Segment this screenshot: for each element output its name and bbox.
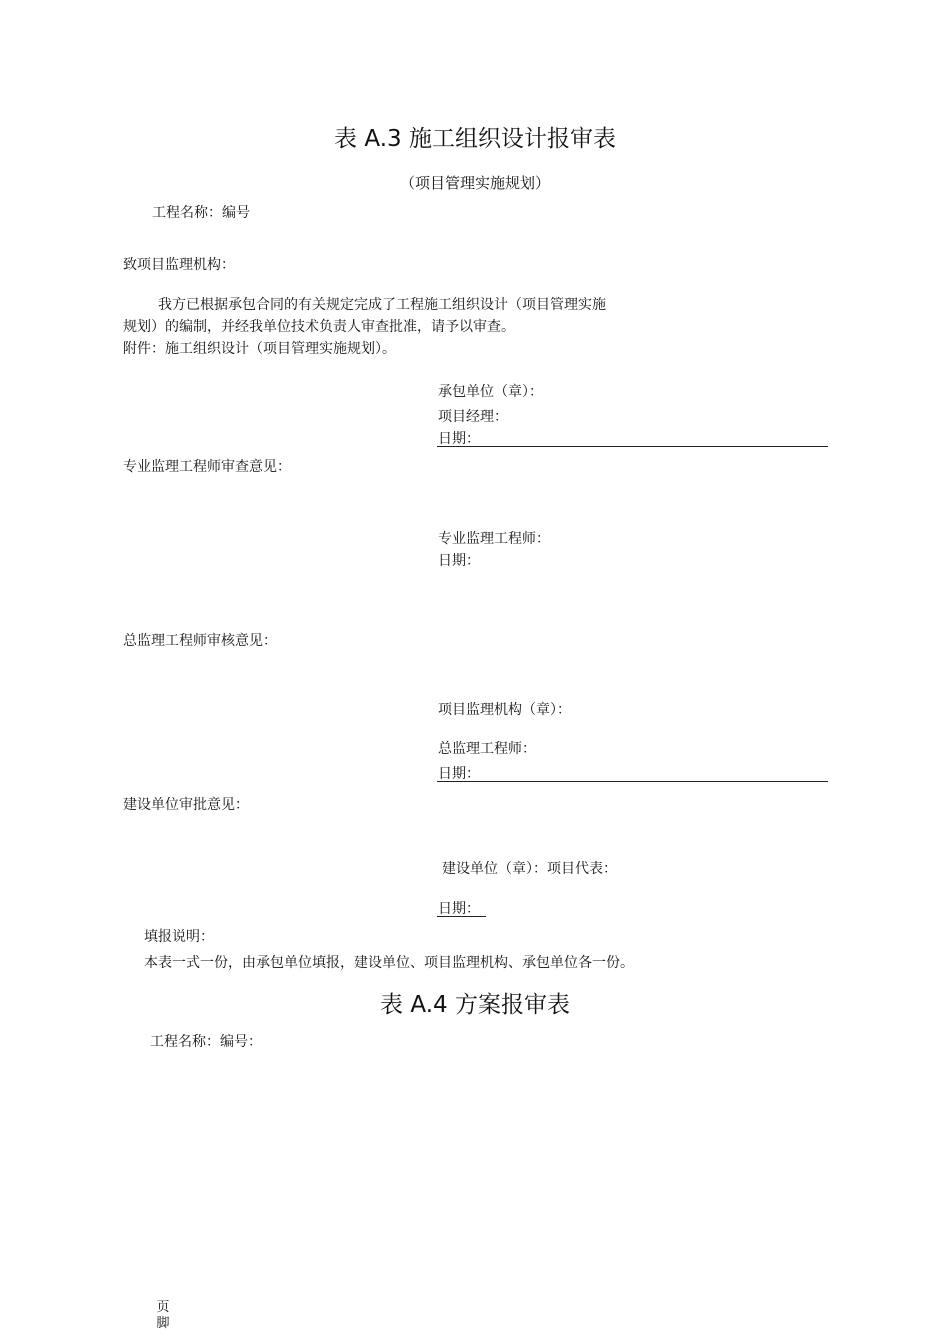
specialist-opinion-label: 专业监理工程师审查意见： bbox=[123, 459, 291, 475]
a4-project-name-line: 工程名称：编号： bbox=[150, 1034, 262, 1050]
chief-opinion-label: 总监理工程师审核意见： bbox=[123, 633, 277, 649]
project-manager-label: 项目经理： bbox=[438, 409, 508, 425]
owner-opinion-label: 建设单位审批意见： bbox=[123, 797, 249, 813]
attachment-line: 附件：施工组织设计（项目管理实施规划）。 bbox=[123, 341, 396, 357]
supervision-seal-label: 项目监理机构（章）： bbox=[438, 702, 571, 718]
notes-title: 填报说明： bbox=[144, 929, 214, 945]
addressee-line: 致项目监理机构： bbox=[123, 257, 235, 273]
date-label-specialist: 日期： bbox=[438, 553, 480, 569]
date-label-contractor: 日期： bbox=[438, 431, 480, 447]
notes-body: 本表一式一份，由承包单位填报，建设单位、项目监理机构、承包单位各一份。 bbox=[144, 955, 634, 971]
signature-underline-owner bbox=[437, 916, 486, 917]
body-paragraph-line-2: 规划）的编制，并经我单位技术负责人审查批准，请予以审查。 bbox=[123, 319, 515, 335]
date-label-chief: 日期： bbox=[438, 766, 480, 782]
body-paragraph-line-1: 我方已根据承包合同的有关规定完成了工程施工组织设计（项目管理实施 bbox=[158, 297, 606, 313]
date-label-owner: 日期： bbox=[438, 901, 480, 917]
signature-underline-contractor bbox=[437, 446, 828, 447]
form-a3-subtitle: （项目管理实施规划） bbox=[399, 174, 550, 192]
form-a3-title: 表 A.3 施工组织设计报审表 bbox=[334, 126, 616, 152]
chief-engineer-label: 总监理工程师： bbox=[438, 741, 536, 757]
signature-underline-chief bbox=[437, 781, 828, 782]
owner-seal-label: 建设单位（章）：项目代表： bbox=[442, 861, 617, 877]
contractor-seal-label: 承包单位（章）： bbox=[438, 384, 543, 400]
page-footer: 页脚 bbox=[156, 1300, 170, 1331]
form-a4-title: 表 A.4 方案报审表 bbox=[380, 992, 570, 1018]
project-name-line: 工程名称：编号 bbox=[152, 205, 250, 221]
specialist-engineer-label: 专业监理工程师： bbox=[438, 531, 550, 547]
